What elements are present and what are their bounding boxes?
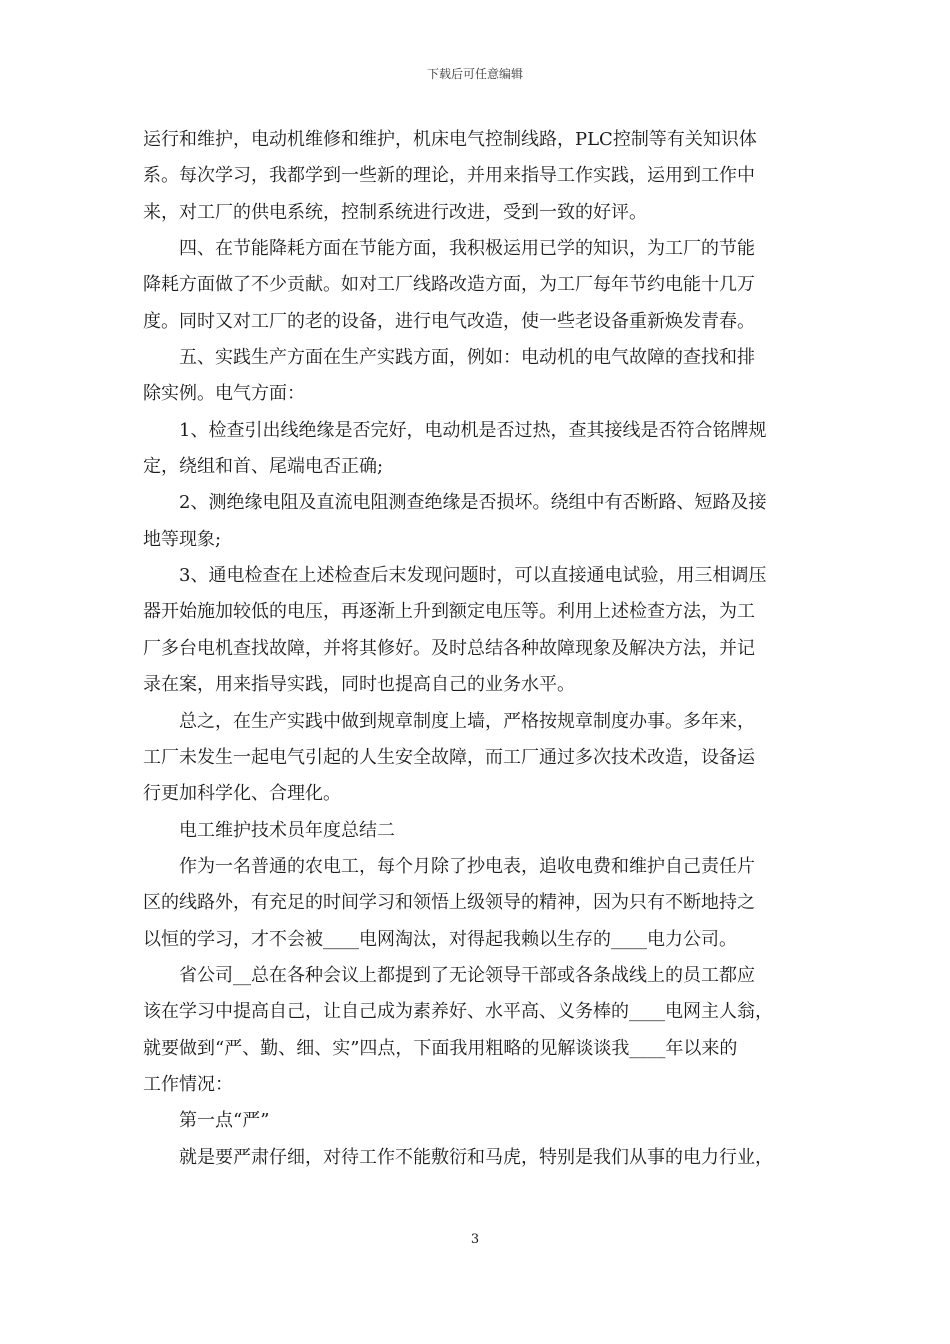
text-line: 以恒的学习，才不会被____电网淘汰，对得起我赖以生存的____电力公司。 — [143, 928, 737, 950]
text-line: 来，对工厂的供电系统，控制系统进行改进，受到一致的好评。 — [143, 201, 647, 223]
section-title: 电工维护技术员年度总结二 — [179, 819, 395, 841]
text-line: 度。同时又对工厂的老的设备，进行电气改造，使一些老设备重新焕发青春。 — [143, 310, 755, 332]
text-line: 定，绕组和首、尾端电否正确; — [143, 456, 384, 478]
paragraph-start-line: 省公司__总在各种会议上都提到了无论领导干部或各条战线上的员工都应 — [179, 964, 755, 986]
text-line: 就要做到“严、勤、细、实”四点，下面我用粗略的见解谈谈我____年以来的 — [143, 1037, 738, 1059]
paragraph-start-line: 3、通电检查在上述检查后末发现问题时，可以直接通电试验，用三相调压 — [179, 565, 767, 587]
paragraph-start-line: 作为一名普通的农电工，每个月除了抄电表，追收电费和维护自己责任片 — [179, 855, 755, 877]
text-line: 器开始施加较低的电压，再逐渐上升到额定电压等。利用上述检查方法，为工 — [143, 601, 755, 623]
page-number: 3 — [470, 1232, 480, 1247]
text-line: 运行和维护，电动机维修和维护，机床电气控制线路，PLC控制等有关知识体 — [143, 129, 757, 150]
paragraph-start-line: 1、检查引出线绝缘是否完好，电动机是否过热，查其接线是否符合铭牌规 — [179, 419, 767, 441]
text-line: 区的线路外，有充足的时间学习和领悟上级领导的精神，因为只有不断地持之 — [143, 892, 755, 914]
paragraph-start-line: 2、测绝缘电阻及直流电阻测查绝缘是否损坏。绕组中有否断路、短路及接 — [179, 492, 767, 514]
text-line: 该在学习中提高自己，让自己成为素养好、水平高、义务棒的____电网主人翁， — [143, 1001, 773, 1023]
paragraph-start-line: 五、实践生产方面在生产实践方面，例如：电动机的电气故障的查找和排 — [179, 347, 755, 369]
subsection-title: 第一点“严” — [179, 1110, 270, 1132]
text-line: 工厂未发生一起电气引起的人生安全故障，而工厂通过多次技术改造，设备运 — [143, 746, 755, 768]
text-line: 除实例。电气方面： — [143, 383, 305, 405]
text-line: 工作情况： — [143, 1073, 233, 1095]
paragraph-start-line: 就是要严肃仔细，对待工作不能敷衍和马虎，特别是我们从事的电力行业， — [179, 1146, 773, 1168]
text-line: 录在案，用来指导实践，同时也提高自己的业务水平。 — [143, 674, 575, 696]
text-line: 行更加科学化、合理化。 — [143, 783, 341, 805]
text-line: 降耗方面做了不少贡献。如对工厂线路改造方面，为工厂每年节约电能十几万 — [143, 274, 755, 296]
paragraph-start-line: 总之，在生产实践中做到规章制度上墙，严格按规章制度办事。多年来， — [179, 710, 755, 732]
page-header: 下载后可任意编辑 — [426, 67, 523, 81]
text-line: 系。每次学习，我都学到一些新的理论，并用来指导工作实践，运用到工作中 — [143, 165, 755, 187]
text-line: 地等现象; — [143, 528, 222, 550]
paragraph-start-line: 四、在节能降耗方面在节能方面，我积极运用已学的知识，为工厂的节能 — [179, 238, 755, 260]
document-body — [143, 122, 815, 1176]
text-line: 厂多台电机查找故障，并将其修好。及时总结各种故障现象及解决方法，并记 — [143, 637, 755, 659]
